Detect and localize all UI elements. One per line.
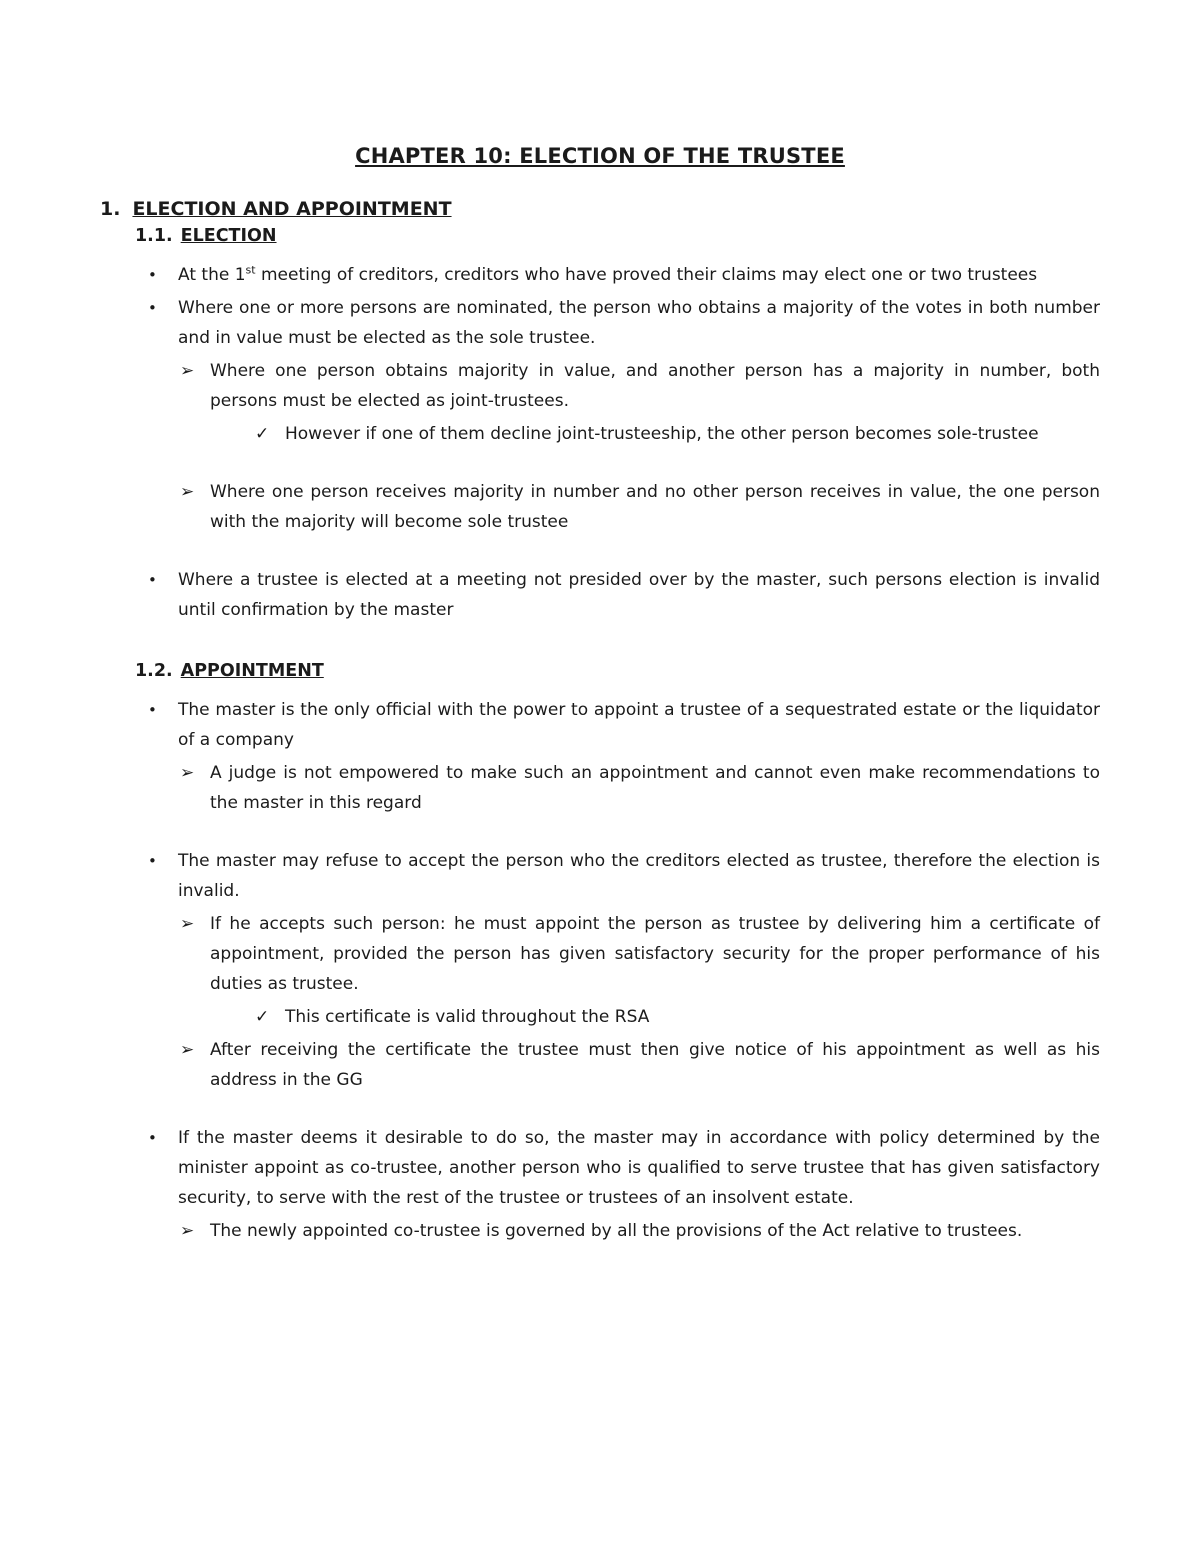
list-item-text: However if one of them decline joint-trusteeship, the other person becomes sole-trustee <box>285 424 1039 444</box>
subsection-heading <box>135 226 1100 246</box>
list-item <box>180 477 1100 537</box>
page-title: CHAPTER 10: ELECTION OF THE TRUSTEE <box>355 144 845 168</box>
bullet-icon: • <box>148 701 157 719</box>
arrow-icon: ➢ <box>180 361 195 381</box>
check-icon: ✓ <box>255 424 270 444</box>
list-item <box>148 565 1100 625</box>
list-item-text: If he accepts such person: he must appoint the person as trustee by delivering him a certificate of appointment, provided the person has given satisfactory security for the proper performance of his duties as trustee. <box>210 914 1100 994</box>
arrow-icon: ➢ <box>180 1040 195 1060</box>
list-item-text: The newly appointed co-trustee is governed by all the provisions of the Act relative to trustees. <box>210 1221 1023 1241</box>
section-title: ELECTION AND APPOINTMENT <box>132 198 452 220</box>
list-item-text: Where a trustee is elected at a meeting not presided over by the master, such persons election is invalid until confirmation by the master <box>178 570 1100 620</box>
list-item <box>255 419 1100 449</box>
list-item <box>148 846 1100 906</box>
section-number: 1. <box>100 198 121 220</box>
list-item-text: Where one person receives majority in number and no other person receives in value, the one person with the majority will become sole trustee <box>210 482 1100 532</box>
list-item-text: A judge is not empowered to make such an appointment and cannot even make recommendations to the master in this regard <box>210 763 1100 813</box>
arrow-icon: ➢ <box>180 482 195 502</box>
list-item <box>255 1002 1100 1032</box>
arrow-icon: ➢ <box>180 914 195 934</box>
subsection-number: 1.1. <box>135 226 173 246</box>
bullet-icon: • <box>148 299 157 317</box>
list-item <box>148 1123 1100 1213</box>
subsection-heading <box>135 661 1100 681</box>
list-item <box>180 909 1100 999</box>
list-item <box>148 695 1100 755</box>
bullet-icon: • <box>148 571 157 589</box>
list-item <box>180 356 1100 416</box>
check-icon: ✓ <box>255 1007 270 1027</box>
subsection-title: APPOINTMENT <box>180 661 324 681</box>
list-item <box>180 1035 1100 1095</box>
bullet-icon: • <box>148 266 157 284</box>
bullet-icon: • <box>148 1129 157 1147</box>
arrow-icon: ➢ <box>180 763 195 783</box>
list-item-text: This certificate is valid throughout the RSA <box>285 1007 650 1027</box>
list-item-text: If the master deems it desirable to do so, the master may in accordance with policy determined by the minister appoint as co-trustee, another person who is qualified to serve trustee that has given satisfactory security, to serve with the rest of the trustee or trustees of an insolvent estate. <box>178 1128 1100 1208</box>
superscript: st <box>245 263 256 277</box>
section-heading <box>100 198 1100 220</box>
list-item <box>180 1216 1100 1246</box>
document-content <box>100 198 1100 1246</box>
arrow-icon: ➢ <box>180 1221 195 1241</box>
list-item <box>148 293 1100 353</box>
list-item-text: Where one or more persons are nominated, the person who obtains a majority of the votes in both number and in value must be elected as the sole trustee. <box>178 298 1100 348</box>
list-item-text: The master is the only official with the power to appoint a trustee of a sequestrated estate or the liquidator of a company <box>178 700 1100 750</box>
list-item <box>180 758 1100 818</box>
bullet-icon: • <box>148 852 157 870</box>
list-item-text: Where one person obtains majority in value, and another person has a majority in number, both persons must be elected as joint-trustees. <box>210 361 1100 411</box>
list-item-text: After receiving the certificate the trustee must then give notice of his appointment as well as his address in the GG <box>210 1040 1100 1090</box>
list-item <box>148 260 1100 290</box>
subsection-number: 1.2. <box>135 661 173 681</box>
subsection-title: ELECTION <box>180 226 277 246</box>
list-item-text: The master may refuse to accept the person who the creditors elected as trustee, therefore the election is invalid. <box>178 851 1100 901</box>
list-item-text: At the 1st meeting of creditors, creditors who have proved their claims may elect one or two trustees <box>178 263 1038 285</box>
